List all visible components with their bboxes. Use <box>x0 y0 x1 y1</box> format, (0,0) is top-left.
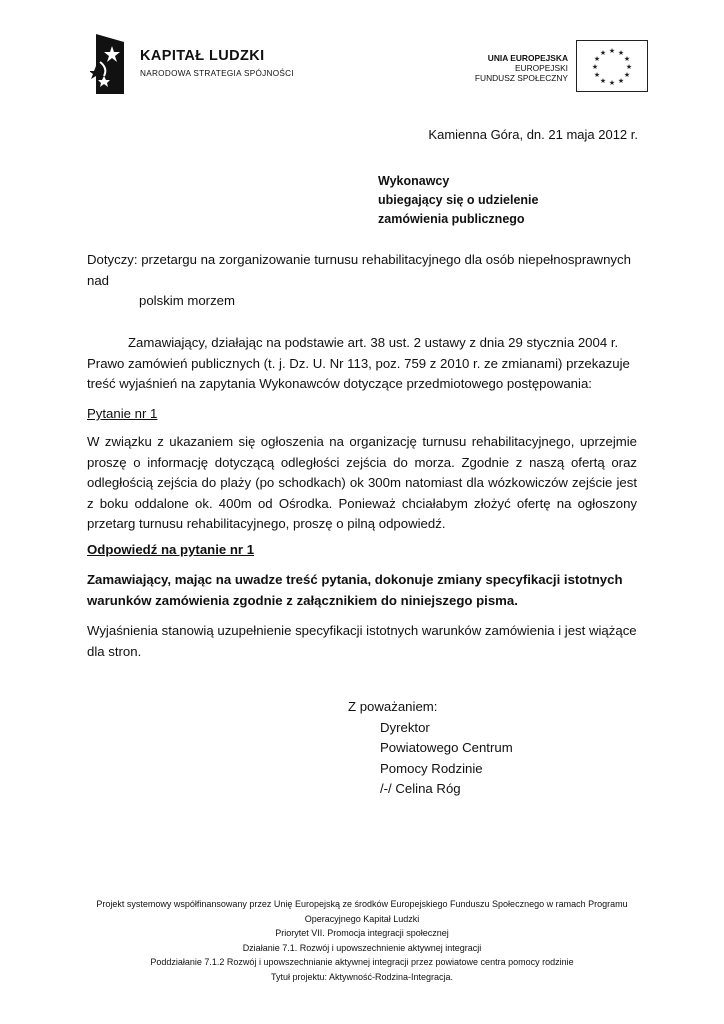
clarification-note: Wyjaśnienia stanowią uzupełnienie specyfikacji istotnych warunków zamówienia i jest wiążące dla stron. <box>87 623 637 659</box>
svg-text:★: ★ <box>625 63 633 71</box>
eu-logo-line3: FUNDUSZ SPOŁECZNY <box>474 73 568 83</box>
answer-heading: Odpowiedź na pytanie nr 1 <box>87 542 255 557</box>
eu-logo-text <box>475 53 568 83</box>
kapital-ludzki-logo <box>90 32 294 96</box>
footer-line: Działanie 7.1. Rozwój i upowszechnienie aktywnej integracji <box>242 942 482 953</box>
signature-line: /-/ Celina Róg <box>380 781 461 796</box>
recipient-line: ubiegający się o udzielenie <box>378 193 539 207</box>
signature-line: Powiatowego Centrum <box>380 740 513 755</box>
svg-text:★: ★ <box>608 47 616 55</box>
svg-text:★: ★ <box>599 49 607 57</box>
letter-date: Kamienna Góra, dn. 21 maja 2012 r. <box>428 127 638 142</box>
answer-text: Zamawiający, mając na uwadze treść pytania, dokonuje zmiany specyfikacji istotnych warunków zamówienia zgodnie z załącznikiem do niniejszego pisma. <box>87 572 623 608</box>
question-heading: Pytanie nr 1 <box>87 406 158 421</box>
footer-line: Projekt systemowy współfinansowany przez Unię Europejską ze środków Europejskiego Funduszu Społecznego w ramach Programu <box>96 899 628 909</box>
eu-logo-line1: UNIA EUROPEJSKA <box>487 53 568 63</box>
eu-flag-icon <box>576 40 648 92</box>
recipient-block <box>378 172 538 229</box>
signature-line: Pomocy Rodzinie <box>380 760 483 776</box>
footer-line: Operacyjnego Kapitał Ludzki <box>304 913 420 924</box>
question-text: W związku z ukazaniem się ogłoszenia na organizację turnusu rehabilitacyjnego, uprzejmie proszę o informację dotyczącą odległości zejścia do morza. Zgodnie z naszą ofertą oraz odległością zejścia do plaży (po schodkach) ok 300m natomiast dla wózkowiczów zejście jest z boku oddalone ok. 400m od Ośrodka. Ponieważ chciałabym złożyć ofertę na ogłoszony przetarg turnusu rehabilitacyjnego, proszę o pilną odpowiedź. <box>87 434 637 531</box>
kapital-ludzki-subtitle: NARODOWA STRATEGIA SPÓJNOŚCI <box>140 69 294 78</box>
recipient-line: zamówienia publicznego <box>378 212 525 226</box>
subject-block <box>87 250 647 312</box>
svg-text:★: ★ <box>623 71 631 79</box>
svg-text:★: ★ <box>617 49 625 57</box>
page-footer <box>80 897 644 984</box>
svg-text:★: ★ <box>593 71 601 79</box>
eu-logo <box>470 40 650 94</box>
footer-line: Tytuł projektu: Aktywność-Rodzina-Integracja. <box>270 971 454 982</box>
footer-line: Priorytet VII. Promocja integracji społecznej <box>275 928 449 938</box>
subject-line: polskim morzem <box>139 293 235 308</box>
signature-block <box>348 697 513 800</box>
signature-line: Dyrektor <box>380 719 430 735</box>
kapital-ludzki-title: KAPITAŁ LUDZKI <box>140 48 265 64</box>
footer-line: Poddziałanie 7.1.2 Rozwój i upowszechnianie aktywnej integracji przez powiatowe centra pomocy rodzinie <box>150 957 574 967</box>
kapital-ludzki-mark-icon <box>90 32 126 96</box>
recipient-line: Wykonawcy <box>378 174 450 188</box>
svg-text:★: ★ <box>599 77 607 85</box>
subject-line: Dotyczy: przetargu na zorganizowanie turnusu rehabilitacyjnego dla osób niepełnosprawnych nad <box>87 252 631 288</box>
eu-logo-line2: EUROPEJSKI <box>514 63 568 73</box>
svg-text:★: ★ <box>608 79 616 87</box>
svg-text:★: ★ <box>593 55 601 63</box>
closing-text: Z poważaniem: <box>348 699 438 714</box>
svg-text:★: ★ <box>591 63 599 71</box>
svg-text:★: ★ <box>617 77 625 85</box>
svg-text:★: ★ <box>623 55 631 63</box>
intro-paragraph: Zamawiający, działając na podstawie art. 38 ust. 2 ustawy z dnia 29 stycznia 2004 r. Prawo zamówień publicznych (t. j. Dz. U. Nr 113, poz. 759 z 2010 r. ze zmianami) przekazuje treść wyjaśnień na zapytania Wykonawców dotyczące przedmiotowego postępowania: <box>87 335 630 391</box>
